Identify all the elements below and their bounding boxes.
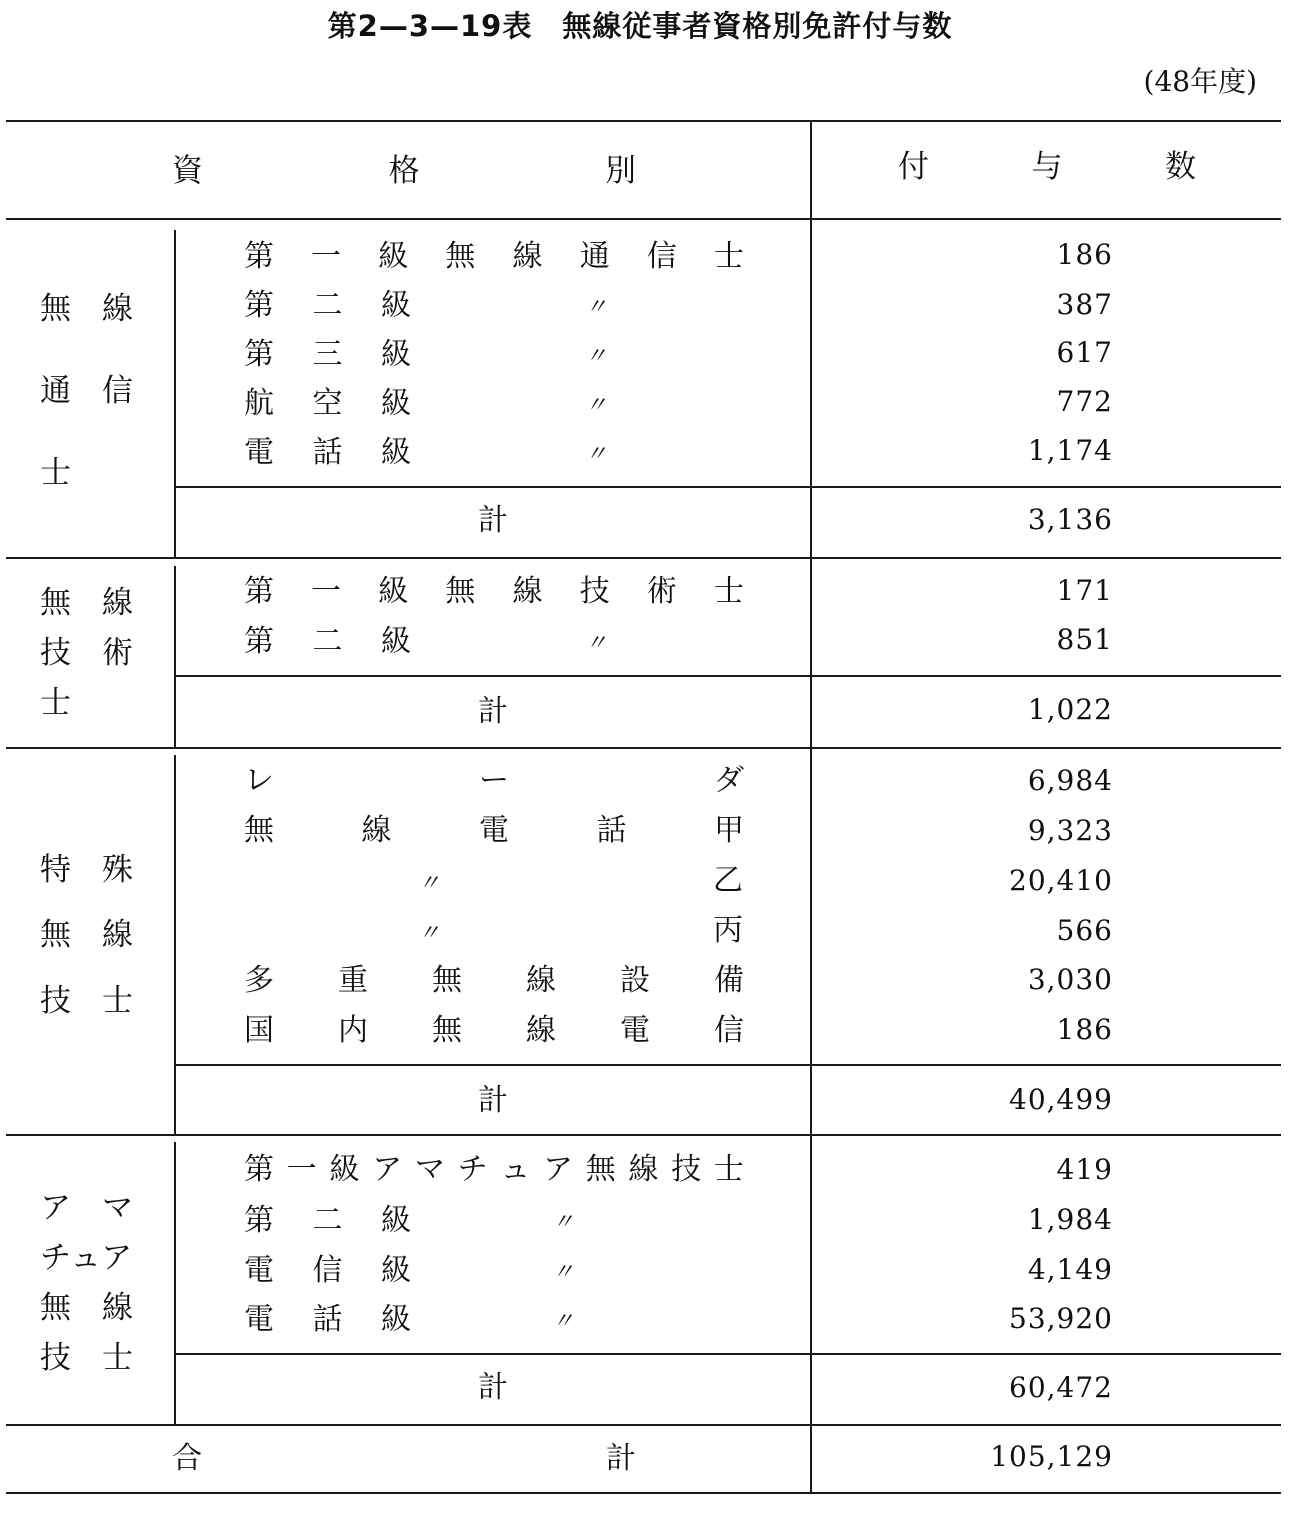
label-char: 航 (244, 386, 274, 421)
label-char: 通 (579, 239, 610, 274)
group2-subtotal-rule (176, 675, 1281, 677)
label-char: 信 (714, 1013, 744, 1048)
label-char: 士 (713, 239, 744, 274)
grand-total-value: 105,129 (990, 1440, 1113, 1473)
qualification-name (244, 1152, 744, 1187)
label-char: 第 (244, 337, 274, 372)
label-char: 線 (361, 813, 392, 848)
count-value: 851 (1056, 623, 1113, 656)
label-char: 第 (244, 574, 274, 609)
label-char: 技 (579, 574, 610, 609)
qualification-name (244, 288, 411, 323)
ditto-mark: 〃 (552, 1210, 575, 1235)
label-char: 甲 (714, 813, 744, 848)
group2-bottom-rule (6, 747, 1281, 749)
label-char: ュ (500, 1152, 531, 1187)
qualification-suffix: 乙 (713, 863, 743, 898)
count-value: 171 (1056, 574, 1113, 607)
ditto-mark: 〃 (585, 442, 608, 467)
group4-label-divider (174, 1142, 176, 1424)
header-char: 付 (898, 149, 929, 185)
qualification-name (244, 1203, 411, 1238)
count-value: 6,984 (1027, 764, 1113, 797)
group-label: 無 線 (40, 291, 133, 327)
group-label: 士 (40, 455, 71, 491)
count-value: 53,920 (1009, 1302, 1113, 1335)
header-char: 資 (172, 153, 203, 189)
count-value: 387 (1056, 288, 1113, 321)
label-char: 信 (312, 1253, 343, 1288)
count-value: 772 (1056, 385, 1113, 418)
label-char: 級 (378, 239, 409, 274)
label-char: 級 (329, 1152, 360, 1187)
count-value: 566 (1056, 914, 1113, 947)
label-char: チ (457, 1152, 488, 1187)
ditto-mark: 〃 (552, 1309, 575, 1334)
header-char: 別 (605, 153, 636, 189)
label-char: 話 (596, 813, 627, 848)
label-char: 級 (381, 1302, 411, 1337)
label-char: 話 (312, 1302, 343, 1337)
count-value: 20,410 (1009, 864, 1113, 897)
label-char: 術 (646, 574, 677, 609)
label-char: 線 (526, 1013, 556, 1048)
label-char: マ (414, 1152, 445, 1187)
label-char: 三 (312, 337, 343, 372)
group3-label-divider (174, 755, 176, 1134)
group-label: 士 (40, 685, 71, 721)
header-bottom-rule (6, 218, 1281, 220)
ditto-mark: 〃 (585, 344, 608, 369)
ditto-mark: 〃 (585, 631, 608, 656)
group-label: 通 信 (40, 373, 133, 409)
qualification-name (244, 386, 411, 421)
label-char: 多 (244, 963, 274, 998)
label-char: 線 (526, 963, 556, 998)
label-char: 電 (479, 813, 509, 848)
label-char: 話 (312, 435, 343, 470)
qualification-name (244, 963, 744, 998)
label-char: 士 (713, 574, 744, 609)
label-char: 一 (311, 574, 342, 609)
count-value: 419 (1056, 1153, 1113, 1186)
fiscal-year-note: (48年度) (1143, 65, 1257, 98)
label-char: ア (372, 1152, 403, 1187)
label-char: 級 (381, 624, 411, 659)
table-top-rule (6, 120, 1281, 122)
qualification-name (244, 813, 744, 848)
group-label: 技 術 (40, 635, 133, 671)
count-value: 4,149 (1027, 1253, 1113, 1286)
label-char: 級 (381, 1203, 411, 1238)
subtotal-label: 計 (478, 503, 508, 538)
count-value: 9,323 (1027, 814, 1113, 847)
label-char: 級 (381, 337, 411, 372)
header-char: 数 (1165, 149, 1196, 185)
group-label: 特 殊 (40, 852, 133, 888)
group-label: 技 士 (40, 983, 133, 1019)
ditto-mark: 〃 (418, 921, 441, 946)
header-char: 与 (1031, 149, 1063, 185)
label-char: 空 (312, 386, 343, 421)
qualification-name (244, 574, 744, 609)
group4-subtotal-rule (176, 1353, 1281, 1355)
group-label: 無 線 (40, 1290, 133, 1326)
label-char: 二 (312, 1203, 343, 1238)
table-bottom-rule (6, 1492, 1281, 1494)
label-char: 電 (244, 435, 274, 470)
label-char: 級 (378, 574, 409, 609)
qualification-name (244, 624, 411, 659)
label-char: 線 (512, 239, 543, 274)
subtotal-value: 3,136 (1027, 503, 1113, 536)
group-label: チュア (40, 1240, 133, 1276)
label-char: 無 (585, 1152, 616, 1187)
label-char: 備 (714, 963, 744, 998)
qualification-name (244, 435, 411, 470)
count-value: 186 (1056, 238, 1113, 271)
label-char: 一 (286, 1152, 317, 1187)
qualification-name (244, 239, 744, 274)
qualification-name (244, 1253, 411, 1288)
label-char: 線 (628, 1152, 659, 1187)
group-label: 無 線 (40, 917, 133, 953)
subtotal-value: 1,022 (1027, 693, 1113, 726)
subtotal-value: 40,499 (1009, 1083, 1113, 1116)
ditto-mark: 〃 (585, 295, 608, 320)
label-char: 第 (244, 624, 274, 659)
label-char: 計 (606, 1441, 636, 1476)
label-char: 電 (244, 1253, 274, 1288)
grand-total-label (172, 1441, 636, 1476)
count-column-divider (810, 121, 812, 1492)
count-value: 617 (1056, 336, 1113, 369)
group3-bottom-rule (6, 1134, 1281, 1136)
group1-bottom-rule (6, 557, 1281, 559)
qualification-suffix: 丙 (713, 913, 743, 948)
label-char: ア (543, 1152, 574, 1187)
label-char: 一 (311, 239, 342, 274)
label-char: 第 (244, 1203, 274, 1238)
qualification-name (244, 1013, 744, 1048)
group-label: ア マ (40, 1190, 133, 1226)
group2-label-divider (174, 566, 176, 747)
qualification-name (244, 337, 411, 372)
label-char: 級 (381, 435, 411, 470)
label-char: 信 (646, 239, 677, 274)
label-char: 士 (713, 1152, 744, 1187)
subtotal-value: 60,472 (1009, 1371, 1113, 1404)
label-char: 級 (381, 1253, 411, 1288)
group1-subtotal-rule (176, 486, 1281, 488)
label-char: 合 (172, 1441, 202, 1476)
label-char: 無 (432, 963, 462, 998)
subtotal-label: 計 (478, 694, 508, 729)
header-qualification (172, 153, 636, 189)
subtotal-label: 計 (478, 1083, 508, 1118)
label-char: 電 (244, 1302, 274, 1337)
label-char: 級 (381, 288, 411, 323)
label-char: 重 (338, 963, 368, 998)
label-char: 二 (312, 288, 343, 323)
label-char: 級 (381, 386, 411, 421)
label-char: ー (479, 763, 509, 798)
count-value: 186 (1056, 1013, 1113, 1046)
label-char: 国 (244, 1013, 274, 1048)
label-char: 第 (244, 288, 274, 323)
qualification-name (244, 763, 744, 798)
group3-subtotal-rule (176, 1064, 1281, 1066)
group4-bottom-rule (6, 1424, 1281, 1426)
group1-label-divider (174, 230, 176, 557)
ditto-mark: 〃 (585, 393, 608, 418)
header-count (898, 149, 1196, 185)
label-char: 無 (445, 574, 476, 609)
ditto-mark: 〃 (418, 871, 441, 896)
count-value: 1,174 (1027, 434, 1113, 467)
label-char: 二 (312, 624, 343, 659)
count-value: 3,030 (1027, 963, 1113, 996)
label-char: 技 (671, 1152, 702, 1187)
group-label: 無 線 (40, 585, 133, 621)
label-char: 第 (244, 239, 274, 274)
subtotal-label: 計 (478, 1370, 508, 1405)
count-value: 1,984 (1027, 1203, 1113, 1236)
label-char: 無 (445, 239, 476, 274)
label-char: 無 (432, 1013, 462, 1048)
label-char: 設 (620, 963, 650, 998)
header-char: 格 (388, 153, 420, 189)
label-char: 第 (244, 1152, 274, 1187)
qualification-name (244, 1302, 411, 1337)
label-char: 電 (620, 1013, 650, 1048)
label-char: 線 (512, 574, 543, 609)
label-char: ダ (714, 763, 744, 798)
label-char: レ (244, 763, 274, 798)
label-char: 無 (244, 813, 274, 848)
page-title: 第2—3—19表 無線従事者資格別免許付与数 (327, 9, 953, 43)
ditto-mark: 〃 (552, 1260, 575, 1285)
label-char: 内 (338, 1013, 368, 1048)
group-label: 技 士 (40, 1340, 133, 1376)
